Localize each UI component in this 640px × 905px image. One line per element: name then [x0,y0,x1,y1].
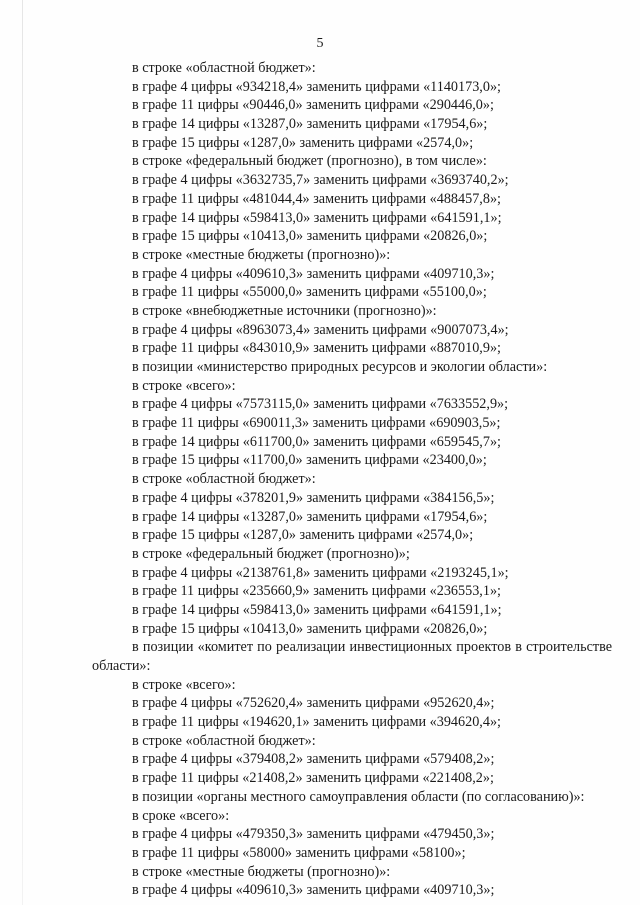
text-line: в строке «областной бюджет»: [132,471,316,488]
text-line: в графе 11 цифры «194620,1» заменить цифрами «394620,4»; [132,714,501,731]
text-line: в графе 4 цифры «752620,4» заменить цифрами «952620,4»; [132,695,495,712]
text-line: в строке «областной бюджет»: [132,732,316,749]
text-line: в графе 4 цифры «479350,3» заменить цифрами «479450,3»; [132,826,495,843]
text-line: в графе 15 цифры «11700,0» заменить цифрами «23400,0»; [132,452,487,469]
text-line: в графе 11 цифры «235660,9» заменить цифрами «236553,1»; [132,583,501,600]
text-line: в графе 15 цифры «10413,0» заменить цифрами «20826,0»; [132,620,488,637]
text-line: в графе 15 цифры «10413,0» заменить цифрами «20826,0»; [132,228,488,245]
text-line: в графе 11 цифры «58000» заменить цифрами «58100»; [132,844,466,861]
page-number: 5 [316,36,324,51]
text-line: в графе 15 цифры «1287,0» заменить цифрами «2574,0»; [132,527,474,544]
text-line: в позиции «комитет по реализации инвестиционных проектов в строительстве [132,639,612,656]
text-line: в строке «федеральный бюджет (прогнозно), в том числе»: [132,153,487,170]
text-line: в графе 11 цифры «481044,4» заменить цифрами «488457,8»; [132,190,501,207]
text-line: в графе 11 цифры «690011,3» заменить цифрами «690903,5»; [132,415,501,432]
scan-edge-mark [22,0,23,905]
text-line: в графе 4 цифры «934218,4» заменить цифрами «1140173,0»; [132,78,501,95]
text-line: в графе 4 цифры «7573115,0» заменить цифрами «7633552,9»; [132,396,509,413]
text-line: в графе 14 цифры «13287,0» заменить цифрами «17954,6»; [132,116,488,133]
text-line: в графе 4 цифры «378201,9» заменить цифрами «384156,5»; [132,489,495,506]
text-line: в строке «областной бюджет»: [132,60,316,76]
text-line: в графе 14 цифры «598413,0» заменить цифрами «641591,1»; [132,209,502,226]
text-line: в графе 4 цифры «379408,2» заменить цифрами «579408,2»; [132,751,495,768]
text-line: в строке «всего»: [132,676,236,693]
text-line: в графе 14 цифры «611700,0» заменить цифрами «659545,7»; [132,433,501,450]
text-line: в строке «федеральный бюджет (прогнозно)»; [132,545,410,562]
text-line: в графе 11 цифры «55000,0» заменить цифрами «55100,0»; [132,284,487,301]
text-line: в графе 4 цифры «2138761,8» заменить цифрами «2193245,1»; [132,564,509,581]
text-line: в строке «всего»: [132,377,236,394]
text-line: в позиции «министерство природных ресурсов и экологии области»: [132,359,548,375]
text-line: в строке «местные бюджеты (прогнозно)»: [132,246,391,263]
text-line: в графе 4 цифры «409610,3» заменить цифрами «409710,3»; [132,882,495,899]
text-line: в графе 4 цифры «8963073,4» заменить цифрами «9007073,4»; [132,321,509,338]
text-line: в графе 11 цифры «843010,9» заменить цифрами «887010,9»; [132,340,501,357]
text-line: в графе 11 цифры «21408,2» заменить цифрами «221408,2»; [132,770,494,787]
text-line: в сроке «всего»: [132,807,230,824]
text-line: в графе 14 цифры «598413,0» заменить цифрами «641591,1»; [132,601,502,618]
text-line: в графе 4 цифры «409610,3» заменить цифрами «409710,3»; [132,265,495,282]
text-line: в строке «местные бюджеты (прогнозно)»: [132,863,391,880]
text-line: в строке «внебюджетные источники (прогнозно)»: [132,302,437,319]
text-line: области»: [92,658,151,674]
text-line: в графе 14 цифры «13287,0» заменить цифрами «17954,6»; [132,508,488,525]
text-line: в графе 15 цифры «1287,0» заменить цифрами «2574,0»; [132,134,474,151]
text-line: в позиции «органы местного самоуправления области (по согласованию)»: [132,788,585,805]
document-body [92,59,612,900]
text-line: в графе 11 цифры «90446,0» заменить цифрами «290446,0»; [132,97,494,114]
text-line: в графе 4 цифры «3632735,7» заменить цифрами «3693740,2»; [132,172,509,189]
